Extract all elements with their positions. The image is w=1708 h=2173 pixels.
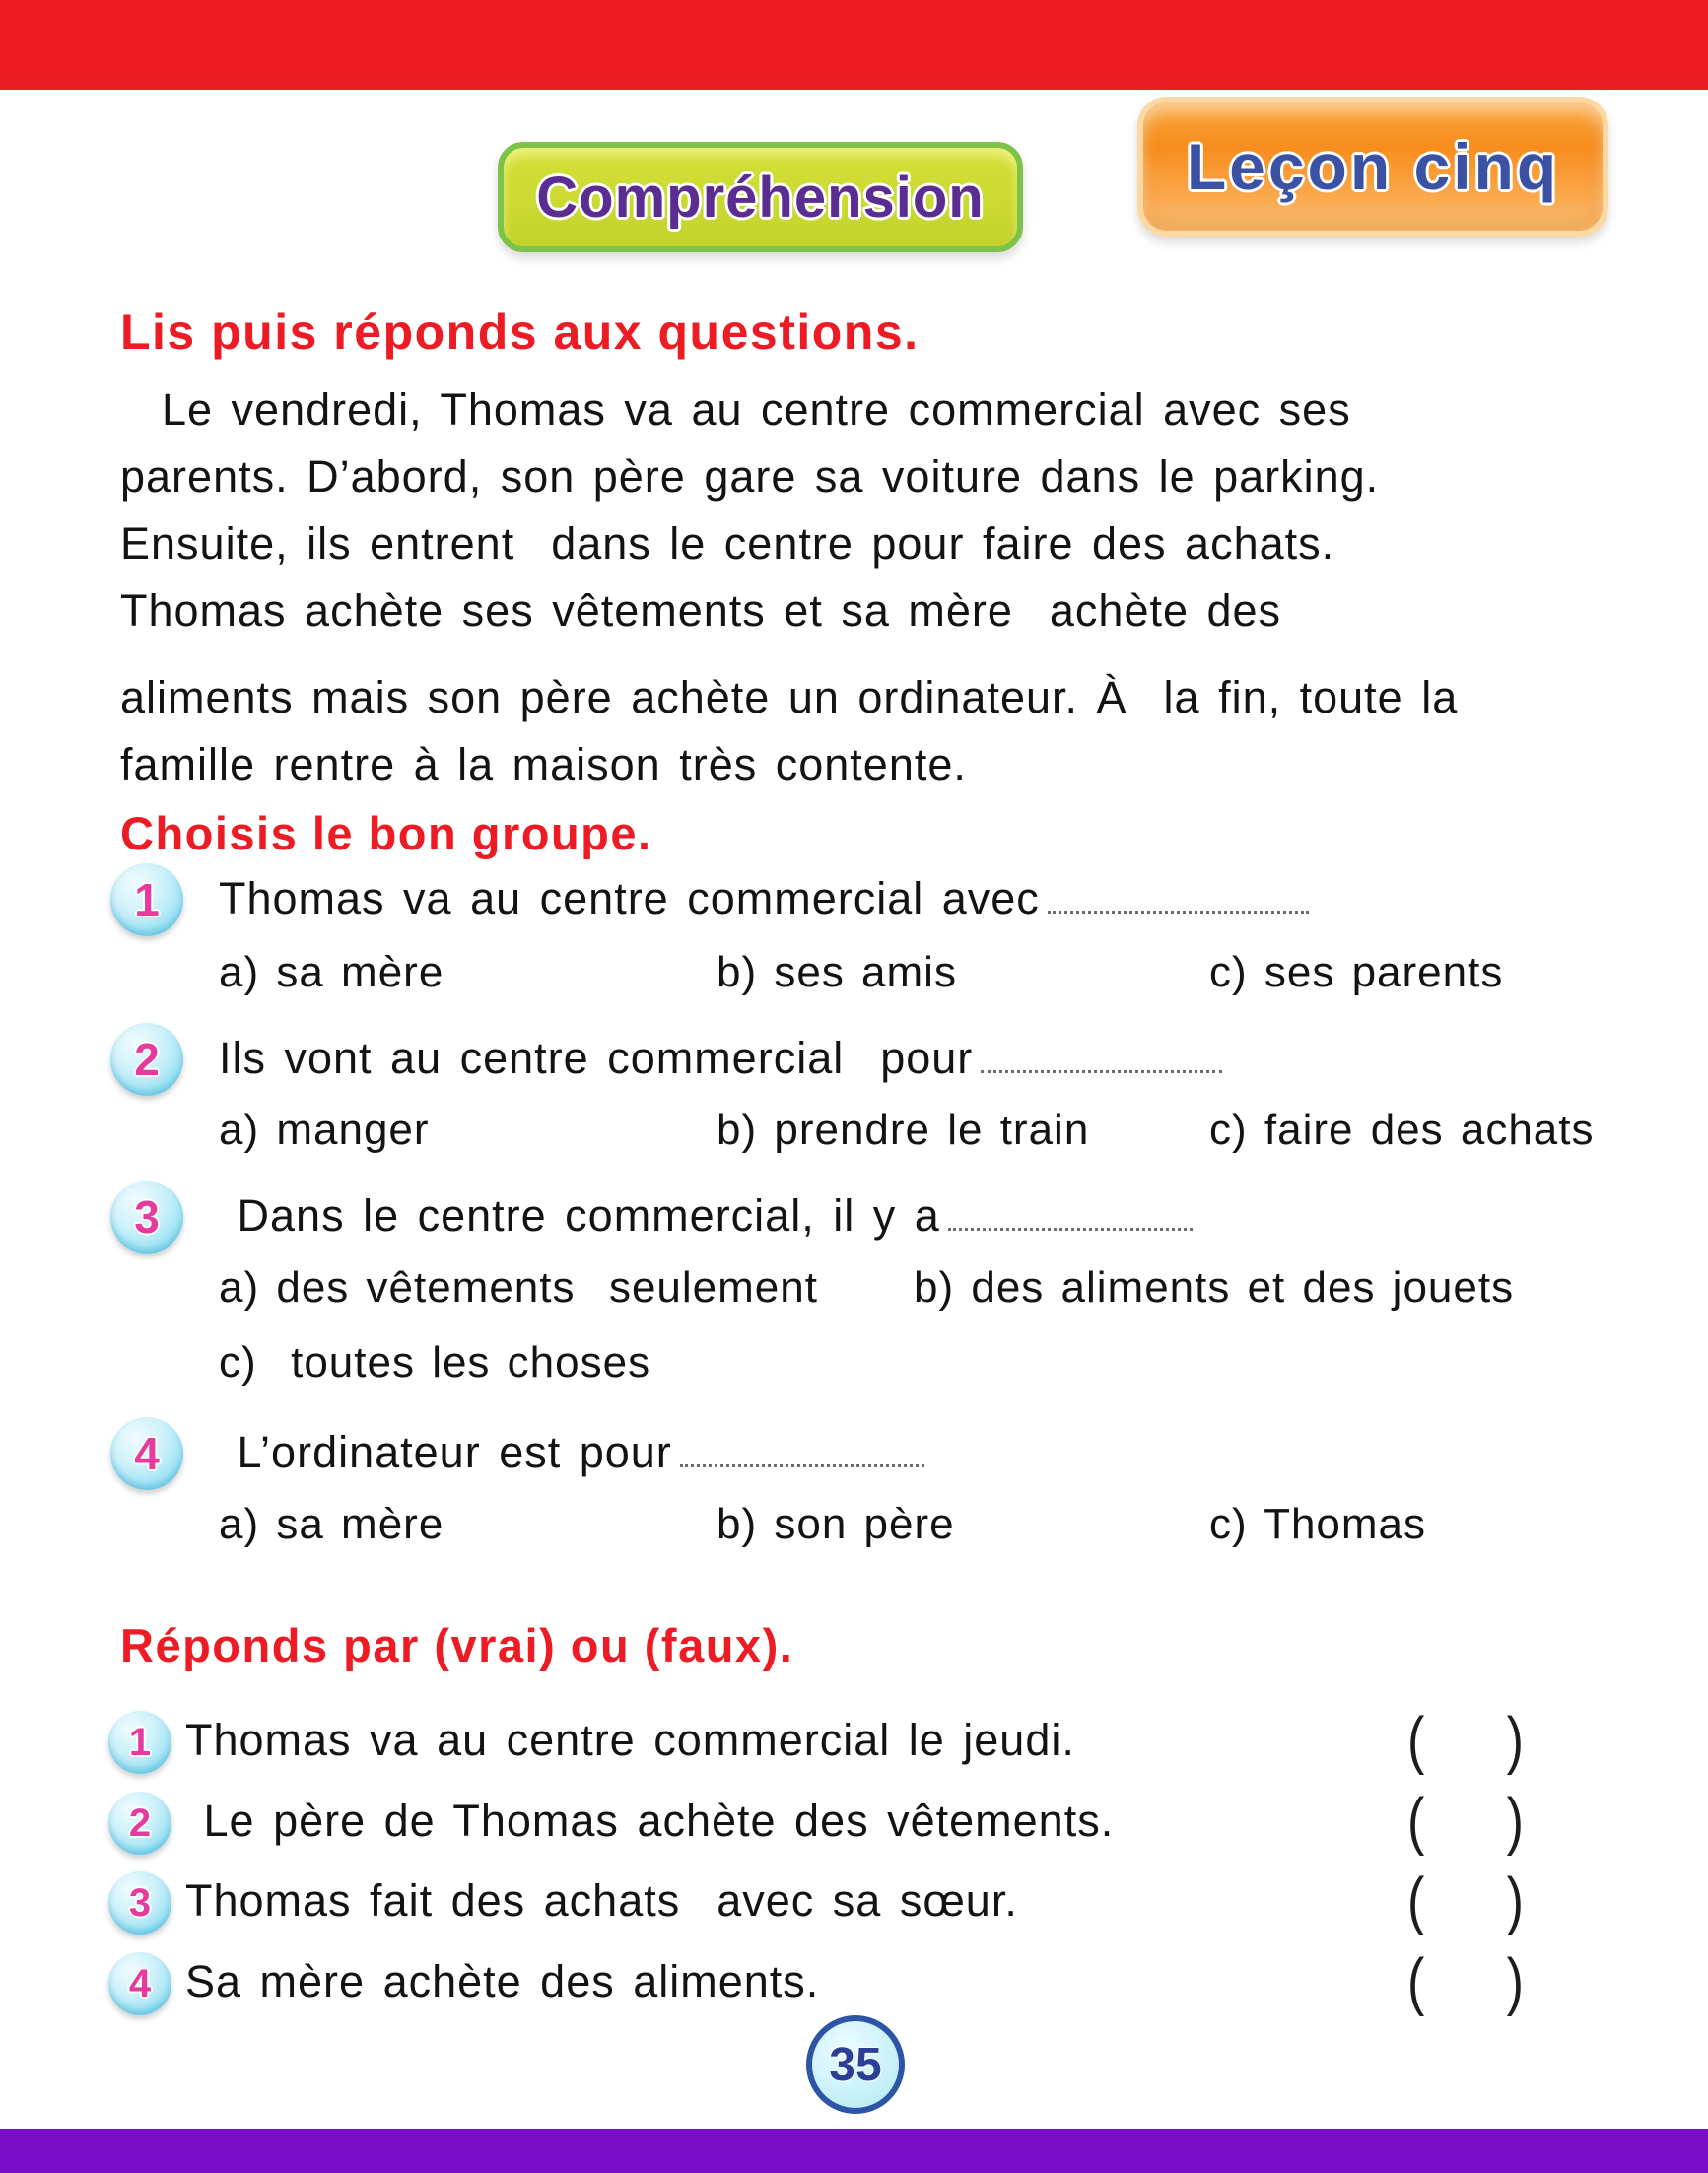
statement-text: Le père de Thomas achète des vêtements. xyxy=(185,1796,1115,1846)
options-row xyxy=(219,1338,1618,1388)
open-paren: ( xyxy=(1407,1945,1425,2018)
statement-text: Thomas fait des achats avec sa sœur. xyxy=(185,1875,1018,1926)
top-red-bar xyxy=(0,0,1708,90)
close-paren: ) xyxy=(1506,1865,1524,1937)
lesson-badge xyxy=(1137,97,1608,237)
option-c[interactable]: c) ses parents xyxy=(1209,948,1504,996)
option-a[interactable]: a) des vêtements seulement xyxy=(219,1263,818,1312)
option-b[interactable]: b) son père xyxy=(717,1500,955,1548)
passage-line: aliments mais son père achète un ordinateur. À la fin, toute la xyxy=(120,672,1459,722)
statement-number: 3 xyxy=(128,1880,152,1925)
option-a[interactable]: a) sa mère xyxy=(219,948,444,996)
passage-line: parents. D’abord, son père gare sa voiture dans le parking. xyxy=(120,451,1380,502)
answer-dotted-line[interactable] xyxy=(1048,876,1309,914)
question-text-label: Thomas va au centre commercial avec xyxy=(219,873,1040,923)
question-text xyxy=(219,1190,1193,1242)
open-paren: ( xyxy=(1407,1704,1425,1777)
option-b[interactable]: b) des aliments et des jouets xyxy=(914,1263,1515,1312)
options-row xyxy=(219,1263,1618,1313)
statement-number-badge xyxy=(108,1871,171,1935)
statement-number: 2 xyxy=(128,1800,152,1845)
question-number: 3 xyxy=(134,1191,160,1243)
options-row xyxy=(219,948,1618,997)
passage-line: Thomas achète ses vêtements et sa mère achète des xyxy=(120,585,1282,636)
statement-number: 1 xyxy=(128,1720,152,1764)
close-paren: ) xyxy=(1506,1704,1524,1777)
question-number-badge xyxy=(110,1181,183,1254)
lesson-badge-label: Leçon cinq xyxy=(1186,130,1560,203)
page-number: 35 xyxy=(829,2038,882,2091)
passage-line: Ensuite, ils entrent dans le centre pour faire des achats. xyxy=(120,518,1335,569)
question-number: 2 xyxy=(134,1034,160,1085)
option-c[interactable]: c) faire des achats xyxy=(1209,1106,1595,1154)
statement-number: 4 xyxy=(128,1961,152,2005)
option-a[interactable]: a) sa mère xyxy=(219,1500,444,1548)
option-c[interactable]: c) toutes les choses xyxy=(219,1338,651,1387)
answer-dotted-line[interactable] xyxy=(948,1193,1193,1231)
question-number-badge xyxy=(110,863,183,936)
statement-number-badge xyxy=(108,1792,171,1855)
question-text-label: Dans le centre commercial, il y a xyxy=(219,1190,940,1241)
question-number: 4 xyxy=(134,1428,160,1479)
option-a[interactable]: a) manger xyxy=(219,1106,430,1154)
options-row xyxy=(219,1106,1618,1155)
question-text xyxy=(219,1033,1222,1084)
statement-number-badge xyxy=(108,1711,171,1774)
close-paren: ) xyxy=(1506,1785,1524,1858)
bottom-purple-bar xyxy=(0,2129,1708,2173)
answer-dotted-line[interactable] xyxy=(981,1036,1222,1073)
true-false-answer-slot[interactable] xyxy=(1407,1945,1524,2018)
truefalse-section-title: Réponds par (vrai) ou (faux). xyxy=(120,1619,794,1671)
option-c[interactable]: c) Thomas xyxy=(1209,1500,1427,1548)
comprehension-badge xyxy=(498,142,1023,252)
open-paren: ( xyxy=(1407,1865,1425,1937)
open-paren: ( xyxy=(1407,1785,1425,1858)
mcq-section-title: Choisis le bon groupe. xyxy=(120,807,652,859)
question-text xyxy=(219,1427,924,1478)
statement-text: Sa mère achète des aliments. xyxy=(185,1956,820,2006)
comprehension-badge-label: Compréhension xyxy=(536,165,985,230)
reading-passage xyxy=(120,376,1599,798)
statement-text: Thomas va au centre commercial le jeudi. xyxy=(185,1715,1075,1765)
statement-number-badge xyxy=(108,1952,171,2015)
true-false-answer-slot[interactable] xyxy=(1407,1704,1524,1777)
question-number-badge xyxy=(110,1417,183,1490)
options-row xyxy=(219,1500,1618,1549)
passage-line: famille rentre à la maison très contente. xyxy=(120,739,967,789)
question-number: 1 xyxy=(134,874,160,925)
true-false-answer-slot[interactable] xyxy=(1407,1785,1524,1858)
option-b[interactable]: b) ses amis xyxy=(717,948,957,996)
question-text-label: L’ordinateur est pour xyxy=(219,1427,672,1477)
reading-instructions-title: Lis puis réponds aux questions. xyxy=(120,305,920,360)
passage-line: Le vendredi, Thomas va au centre commercial avec ses xyxy=(162,384,1351,435)
page-number-badge xyxy=(806,2015,905,2114)
option-b[interactable]: b) prendre le train xyxy=(717,1106,1090,1154)
question-number-badge xyxy=(110,1023,183,1096)
close-paren: ) xyxy=(1506,1945,1524,2018)
answer-dotted-line[interactable] xyxy=(680,1430,924,1467)
question-text-label: Ils vont au centre commercial pour xyxy=(219,1033,974,1083)
question-text xyxy=(219,873,1309,924)
true-false-answer-slot[interactable] xyxy=(1407,1865,1524,1937)
